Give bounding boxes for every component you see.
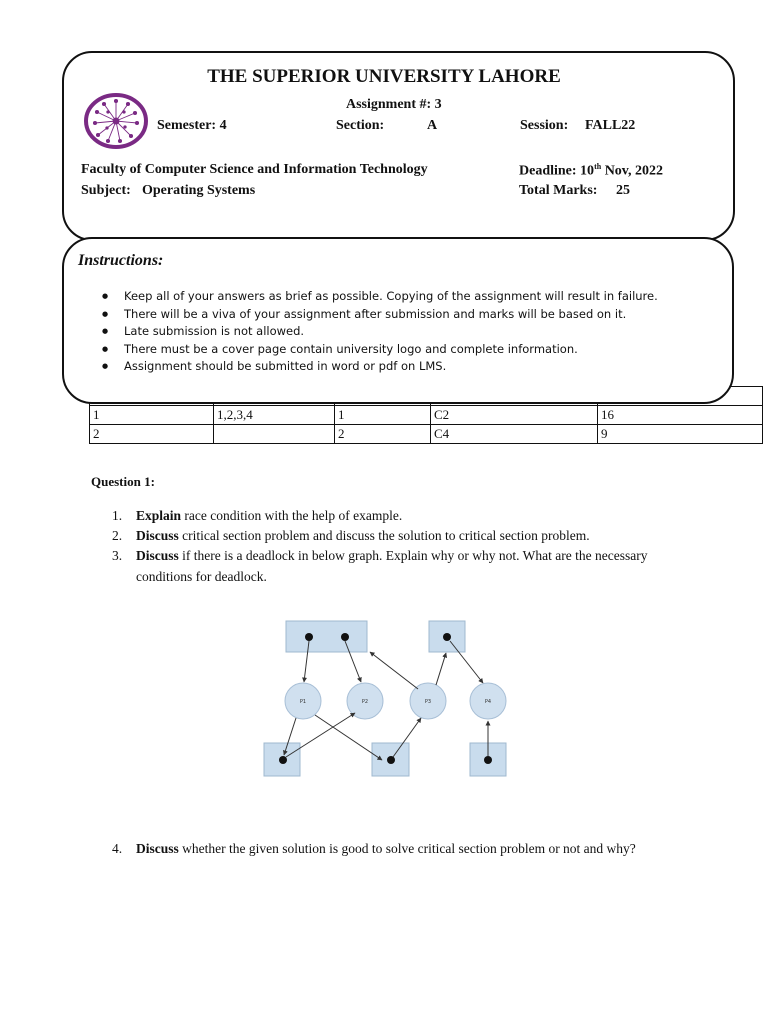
question-heading: Question 1: xyxy=(91,474,155,489)
deadline-superscript: th xyxy=(594,162,602,171)
instance-dot xyxy=(387,756,395,764)
instruction-item: ● Keep all of your answers as brief as possible. Copying of the assignment will result in failure. xyxy=(100,288,658,306)
question-number: 2. xyxy=(112,528,123,543)
semester: Semester: 4 xyxy=(157,118,227,133)
section-label: Section: xyxy=(336,118,385,133)
university-logo xyxy=(84,93,148,149)
question-keyword: Discuss xyxy=(136,841,179,856)
question-keyword: Explain xyxy=(136,508,182,523)
question-keyword: Discuss xyxy=(136,548,179,563)
question-text: race condition with the help of example. xyxy=(181,508,403,523)
table-cell: 1,2,3,4 xyxy=(214,406,335,425)
instance-dot xyxy=(279,756,287,764)
instructions-list xyxy=(100,288,658,376)
instruction-item: ● There will be a viva of your assignment after submission and marks will be based on it. xyxy=(100,306,658,324)
table-cell: 9 xyxy=(598,425,763,444)
university-title: THE SUPERIOR UNIVERSITY LAHORE xyxy=(207,66,561,87)
session-label: Session: xyxy=(520,118,569,133)
table-cell xyxy=(214,425,335,444)
question-number: 3. xyxy=(112,548,123,563)
resource-r1 xyxy=(286,621,367,652)
instruction-item: ● Late submission is not allowed. xyxy=(100,323,658,341)
deadline-prefix: Deadline: 10 xyxy=(519,163,595,179)
question-keyword: Discuss xyxy=(136,528,179,543)
question-number: 1. xyxy=(112,508,123,523)
faculty: Faculty of Computer Science and Information Technology xyxy=(81,162,428,177)
instance-dot xyxy=(484,756,492,764)
table-cell: C2 xyxy=(431,406,598,425)
table-cell: 1 xyxy=(335,406,431,425)
process-label: P3 xyxy=(424,699,432,705)
question-item xyxy=(0,506,768,528)
instance-dot xyxy=(341,633,349,641)
question-item xyxy=(0,839,768,883)
table-row xyxy=(90,406,763,425)
table-cell: 2 xyxy=(335,425,431,444)
table-cell: C4 xyxy=(431,425,598,444)
subject-value: Operating Systems xyxy=(142,183,256,198)
total-marks-label: Total Marks: xyxy=(519,183,598,198)
edge-r2-p4 xyxy=(450,641,483,683)
instance-dot xyxy=(305,633,313,641)
process-label: P2 xyxy=(361,699,369,705)
edge-p3-r2 xyxy=(436,653,446,685)
section-value: A xyxy=(427,118,438,133)
process-label: P1 xyxy=(299,699,307,705)
table-cell: 2 xyxy=(90,425,214,444)
subject-label: Subject: xyxy=(81,183,131,198)
question-text: critical section problem and discuss the solution to critical section problem. xyxy=(178,528,590,543)
instructions-title: Instructions: xyxy=(78,252,164,269)
assignment-number: Assignment #: 3 xyxy=(346,97,442,112)
question-number: 4. xyxy=(112,841,123,856)
total-marks-value: 25 xyxy=(616,183,630,198)
question-text: if there is a deadlock in below graph. Explain why or why not. What are the necessary conditions for deadlock. xyxy=(136,548,648,584)
edge-p3-r1 xyxy=(370,652,418,689)
instruction-item: ● Assignment should be submitted in word or pdf on LMS. xyxy=(100,358,658,376)
instruction-item: ● There must be a cover page contain university logo and complete information. xyxy=(100,341,658,359)
resource-allocation-graph xyxy=(260,615,515,780)
question-item xyxy=(0,526,768,548)
table-row xyxy=(90,425,763,444)
question-text: whether the given solution is good to solve critical section problem or not and why? xyxy=(178,841,636,856)
instance-dot xyxy=(443,633,451,641)
session-value: FALL22 xyxy=(585,118,636,133)
question-item xyxy=(0,546,768,590)
deadline-suffix: Nov, 2022 xyxy=(601,163,664,179)
edge-p1-r4 xyxy=(315,715,382,760)
process-label: P4 xyxy=(484,699,492,705)
table-cell: 16 xyxy=(598,406,763,425)
processes xyxy=(285,683,506,719)
deadline xyxy=(519,162,663,180)
table-cell: 1 xyxy=(90,406,214,425)
